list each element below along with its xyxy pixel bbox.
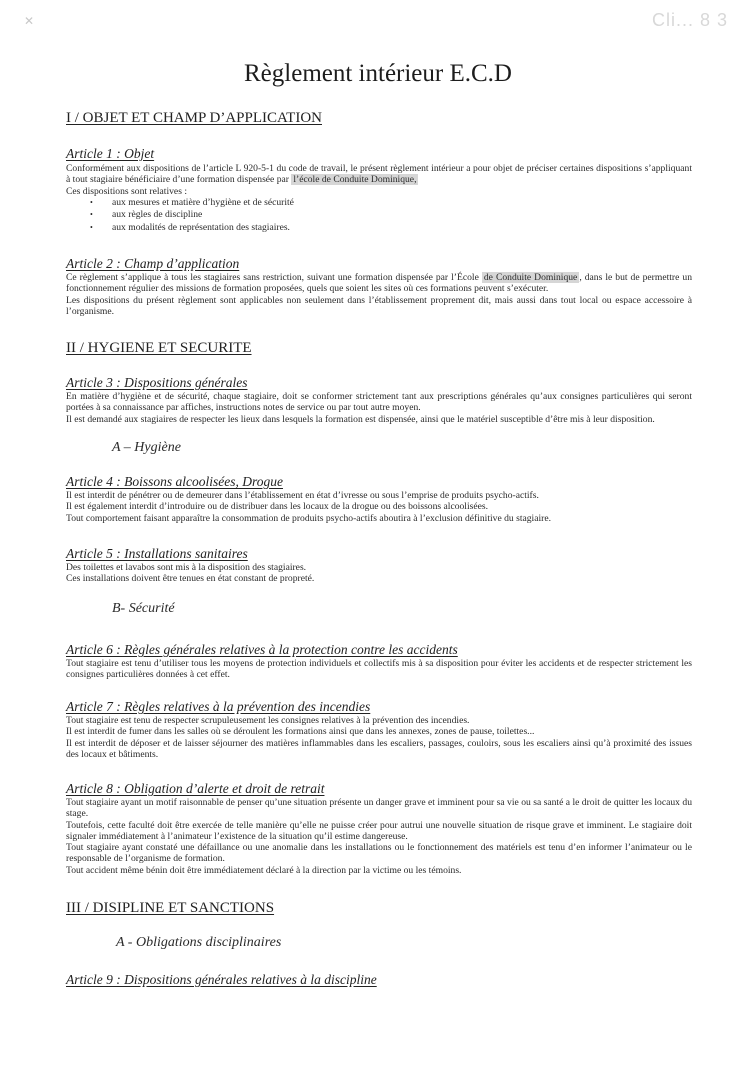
list-item: • aux mesures et matière d’hygiène et de sécurité — [90, 197, 692, 210]
article-1-paragraph — [66, 163, 692, 186]
school-name-highlight: de Conduite Dominique — [483, 272, 578, 283]
section-title-objet: I / OBJET ET CHAMP D’APPLICATION — [66, 110, 322, 126]
handwritten-corner-note: Cli... 8 3 — [651, 10, 728, 30]
article-9-title: Article 9 : Dispositions générales relatives à la discipline — [66, 972, 377, 987]
article-3-paragraph-1: En matière d’hygiène et de sécurité, chaque stagiaire, doit se conformer strictement tant aux prescriptions générales qu’aux consignes particulières qui seront portées à sa connaissance par affiches, instructions notes de service ou par tout autre moyen. — [66, 391, 692, 414]
article-5-paragraph-1: Des toilettes et lavabos sont mis à la disposition des stagiaires. — [66, 562, 307, 573]
article-7-body — [66, 715, 692, 760]
article-2-paragraph-1 — [66, 272, 692, 295]
article-5-body — [66, 562, 692, 585]
article-6-body — [66, 658, 692, 681]
article-1-title: Article 1 : Objet — [66, 146, 155, 161]
article-8-body — [66, 797, 692, 876]
article-4-paragraph-2: Il est également interdit d’introduire ou de distribuer dans les locaux de la drogue ou des boissons alcoolisées. — [66, 501, 489, 513]
article-8-paragraph-3: Tout stagiaire ayant constaté une défaillance ou une anomalie dans les installations ou le fonctionnement des matériels est tenu d’en informer l’animateur ou le responsable de l’organisme de formation. — [66, 842, 692, 865]
article-7-paragraph-2: Il est interdit de fumer dans les salles où se déroulent les formations ainsi que dans les annexes, zones de pause, toilettes... — [66, 726, 535, 738]
article-4-title: Article 4 : Boissons alcoolisées, Drogue — [66, 474, 283, 489]
article-7-title: Article 7 : Règles relatives à la prévention des incendies — [66, 699, 371, 714]
article-6-paragraph-1: Tout stagiaire est tenu d’utiliser tous les moyens de protection individuels et collectifs mis à sa disposition pour éviter les accidents et de respecter strictement les consignes particulières données à cet effet. — [66, 658, 692, 681]
list-item: • aux règles de discipline — [90, 209, 692, 222]
article-5-title: Article 5 : Installations sanitaires — [66, 546, 248, 561]
section-title-hygiene-securite: II / HYGIENE ET SECURITE — [66, 340, 252, 356]
article-4-paragraph-1: Il est interdit de pénétrer ou de demeurer dans l’établissement en état d’ivresse ou sous l’emprise de produits psycho-actifs. — [66, 490, 539, 501]
list-item: • aux modalités de représentation des stagiaires. — [90, 222, 692, 235]
article-2-body — [66, 272, 692, 317]
article-8-title: Article 8 : Obligation d’alerte et droit de retrait — [66, 781, 325, 796]
article-5-paragraph-2: Ces installations doivent être tenues en état constant de propreté. — [66, 573, 315, 585]
article-1-intro-list: Ces dispositions sont relatives : — [66, 185, 187, 197]
article-1-bullet-list — [66, 197, 692, 235]
article-3-title: Article 3 : Dispositions générales — [66, 375, 248, 390]
article-2-text-after: , dans le but de permettre un fonctionnement régulier des missions de formation proposées, quels que soient les sites où ces formations peuvent s’exécuter. — [66, 272, 692, 295]
article-6-title: Article 6 : Règles générales relatives à la protection contre les accidents — [66, 642, 458, 657]
article-2-title: Article 2 : Champ d’application — [66, 256, 240, 271]
section-title-discipline: III / DISIPLINE ET SANCTIONS — [66, 900, 275, 916]
scan-speck: ✕ — [24, 14, 35, 28]
article-8-paragraph-1: Tout stagiaire ayant un motif raisonnable de penser qu’une situation présente un danger grave et imminent pour sa vie ou sa santé a le droit de quitter les locaux du stage. — [66, 797, 692, 820]
subsection-securite: B- Sécurité — [112, 601, 175, 616]
article-1-text: Conformément aux dispositions de l’article L 920-5-1 du code de travail, le présent règlement intérieur a pour objet de préciser certaines dispositions s’appliquant à tout stagiaire bénéficiaire d’une formation dispensée par — [66, 163, 692, 186]
document-title: Règlement intérieur E.C.D — [244, 60, 512, 87]
article-2-paragraph-2: Les dispositions du présent règlement sont applicables non seulement dans l’établissement proprement dit, mais aussi dans tout local ou espace accessoire à l’organisme. — [66, 294, 692, 317]
article-8-paragraph-4: Tout accident même bénin doit être immédiatement déclaré à la direction par la victime ou les témoins. — [66, 864, 462, 876]
article-7-paragraph-1: Tout stagiaire est tenu de respecter scrupuleusement les consignes relatives à la prévention des incendies. — [66, 715, 470, 726]
subsection-obligations: A - Obligations disciplinaires — [116, 935, 282, 950]
article-2-text: Ce règlement s’applique à tous les stagiaires sans restriction, suivant une formation dispensée par l’École — [66, 272, 479, 283]
article-3-body — [66, 391, 692, 425]
article-8-paragraph-2: Toutefois, cette faculté doit être exercée de telle manière qu’elle ne puisse créer pour autrui une nouvelle situation de risque grave et imminent. Le stagiaire doit signaler immédiatement à l’animateur l’existence de la situation qu’il estime dangereuse. — [66, 819, 692, 842]
article-7-paragraph-3: Il est interdit de déposer et de laisser séjourner des matières inflammables dans les escaliers, passages, couloirs, sous les escaliers ainsi qu’à proximité des issues des locaux et bâtiments. — [66, 737, 692, 760]
article-1-body — [66, 163, 692, 235]
article-4-body — [66, 490, 692, 524]
article-4-paragraph-3: Tout comportement faisant apparaître la consommation de produits psycho-actifs aboutira à l’exclusion définitive du stagiaire. — [66, 512, 551, 524]
subsection-hygiene: A – Hygiène — [112, 440, 181, 455]
school-name-highlight: l’école de Conduite Dominique, — [293, 174, 417, 186]
article-3-paragraph-2: Il est demandé aux stagiaires de respecter les lieux dans lesquels la formation est dispensée, ainsi que le matériel susceptible d’être mis à leur disposition. — [66, 413, 655, 425]
